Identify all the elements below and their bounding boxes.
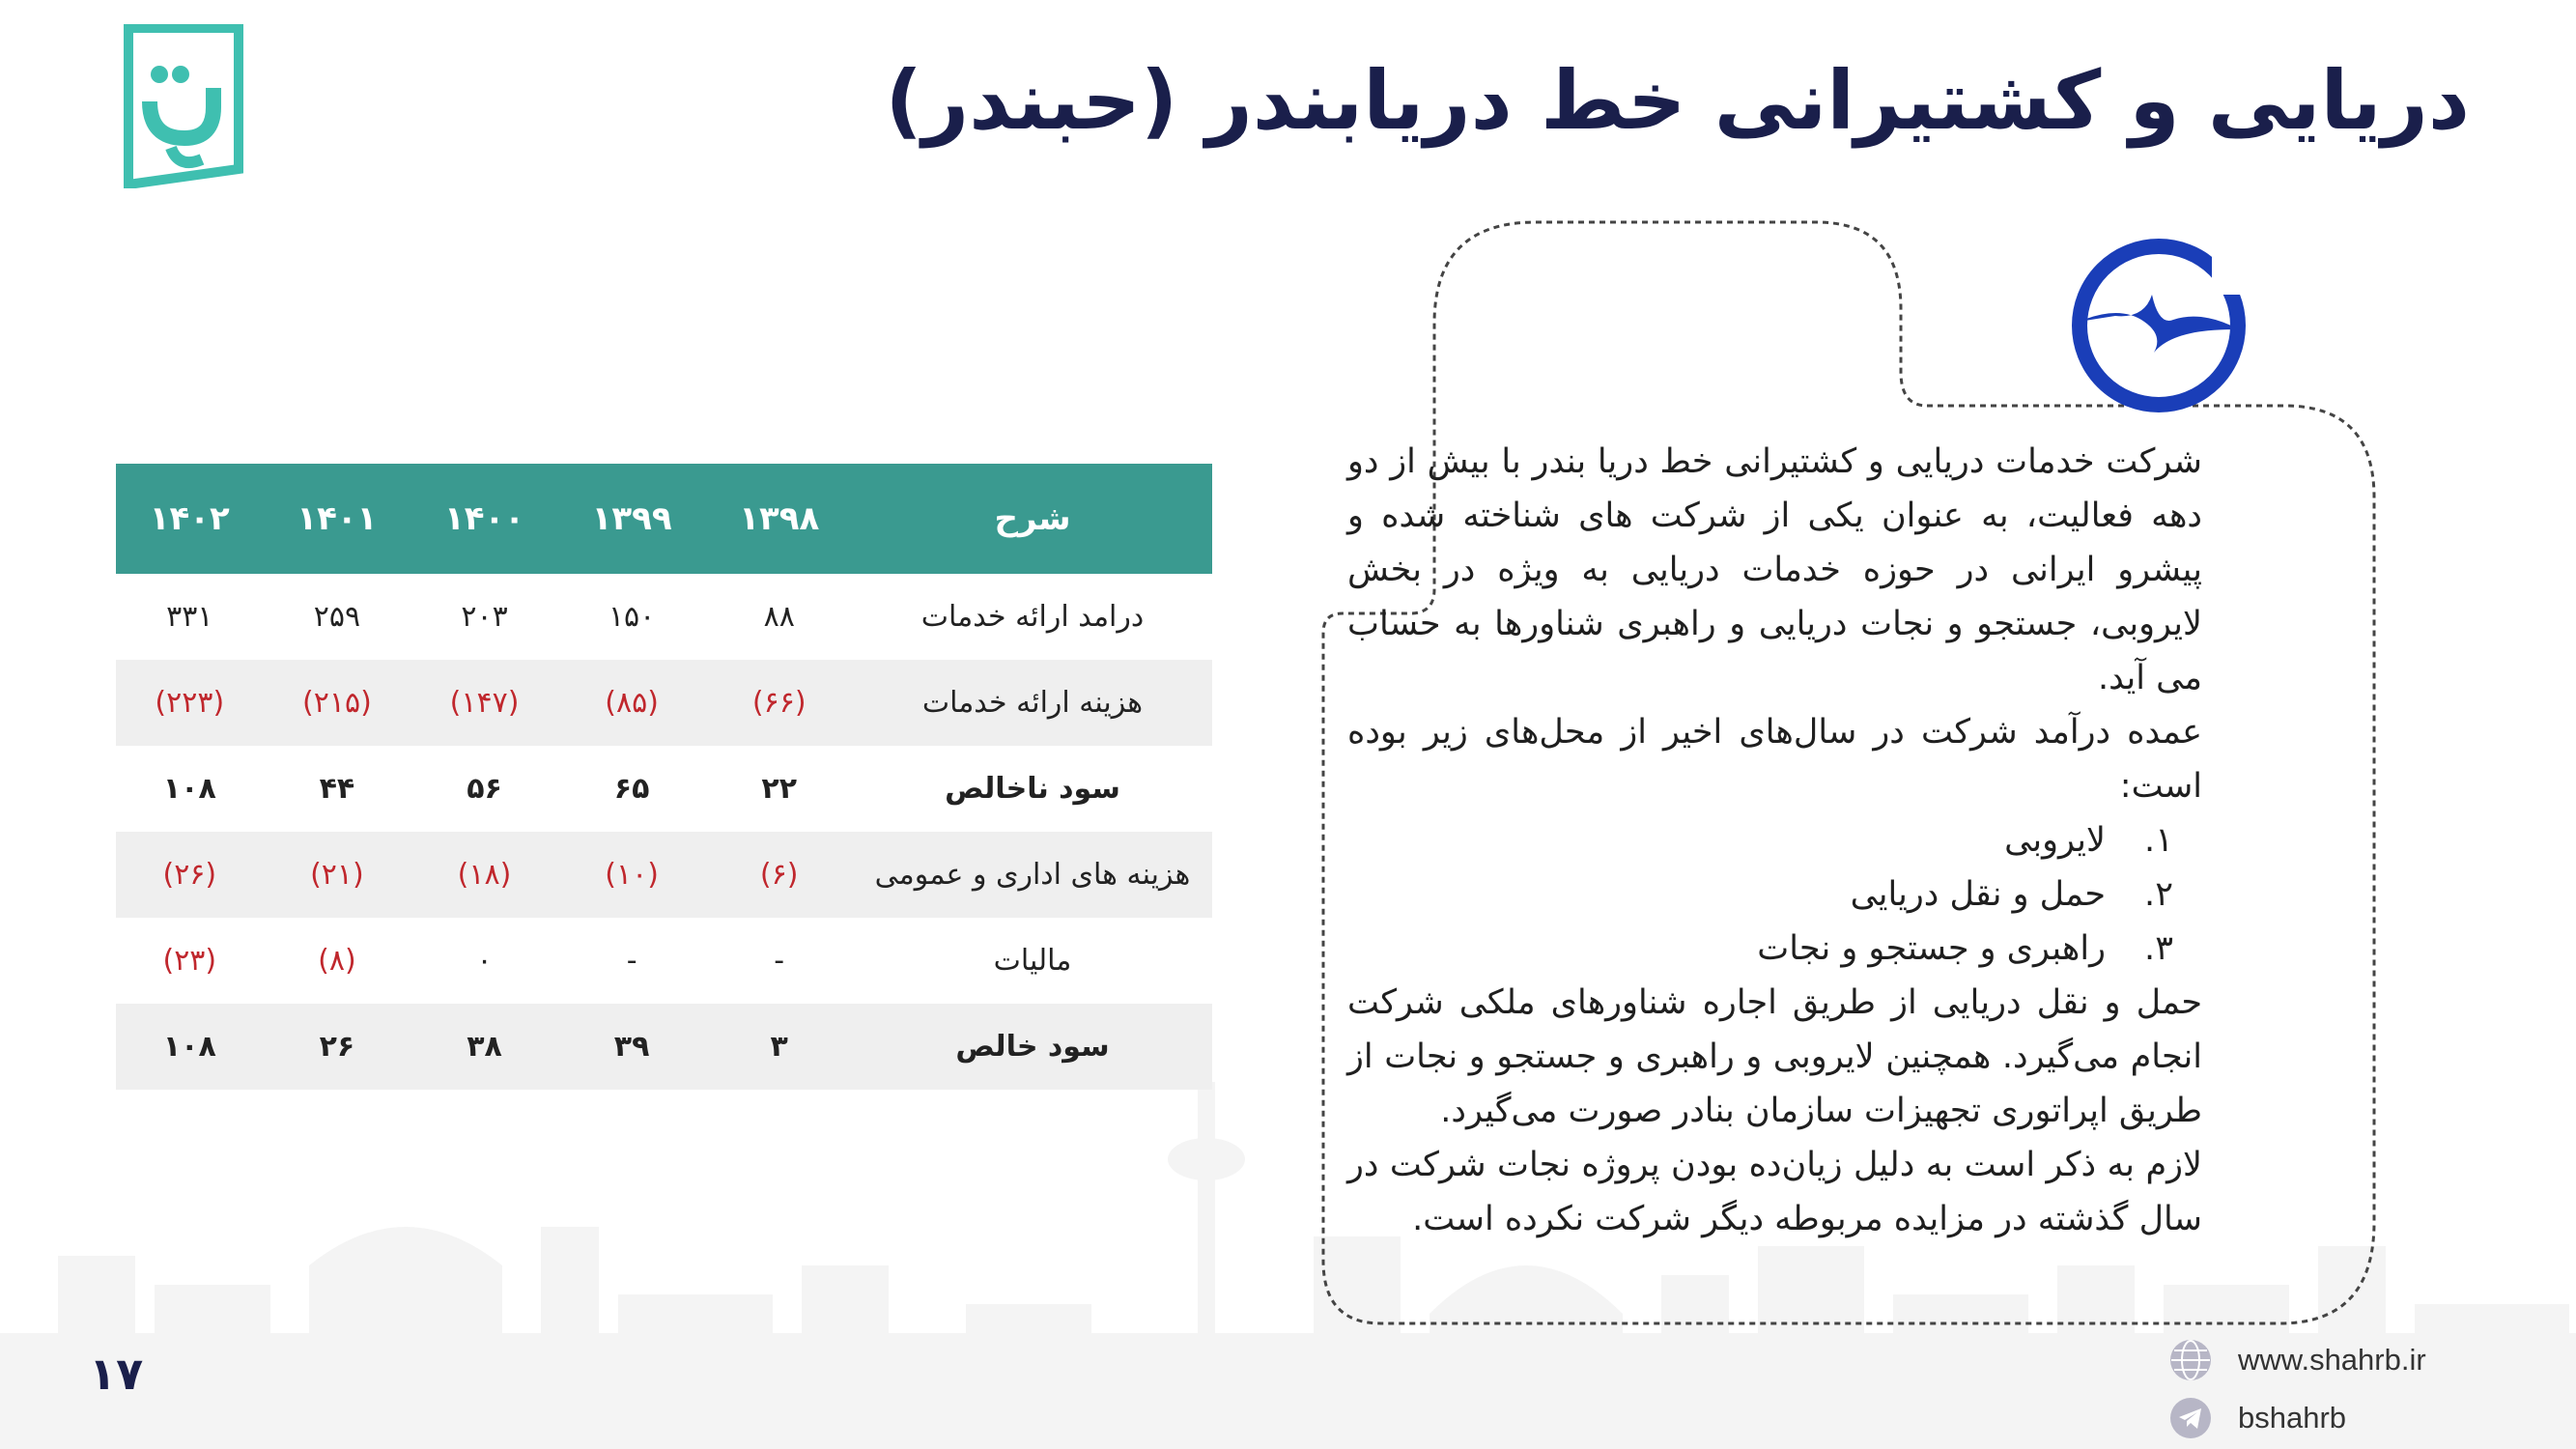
table-cell: ۲۰۳: [461, 600, 508, 634]
table-cell: -: [626, 944, 637, 978]
column-header: ۱۴۰۲: [116, 464, 264, 574]
note-paragraph: لازم به ذکر است به دلیل زیان‌ده بودن پروژه نجات شرکت در سال گذشته در مزایده مربوطه دیگر شرکت نکرده است.: [1347, 1146, 2202, 1238]
telegram-link[interactable]: [2168, 1396, 2346, 1440]
table-cell: ۲۵۹: [313, 600, 361, 634]
column-header: شرح: [853, 464, 1212, 574]
row-label: هزینه های اداری و عمومی: [853, 832, 1212, 918]
table-cell: ۳۸: [410, 1004, 558, 1090]
revenue-intro: عمده درآمد شرکت در سال‌های اخیر از محل‌های زیر بوده است:: [1347, 713, 2202, 806]
table-cell: ۸۸: [763, 600, 795, 634]
table-cell: ۲۲: [761, 772, 798, 806]
table-cell: ۰: [476, 944, 493, 978]
table-cell: ۱۰۸: [116, 1004, 264, 1090]
table-cell: -: [774, 944, 785, 978]
table-cell: (۸۵): [558, 660, 706, 746]
table-cell: (۱۴۷): [410, 660, 558, 746]
globe-icon: [2168, 1338, 2213, 1382]
table-cell: ۱۰۸: [162, 772, 216, 806]
list-item: [1347, 867, 2202, 922]
list-text: حمل و نقل دریایی: [1850, 875, 2106, 914]
table-cell: (۲۶): [116, 832, 264, 918]
list-item: [1347, 813, 2202, 867]
table-row: [116, 832, 1212, 918]
website-link[interactable]: [2168, 1338, 2426, 1382]
table-row: [116, 746, 1212, 832]
row-label: مالیات: [993, 944, 1072, 978]
table-cell: ۱۵۰: [608, 600, 656, 634]
table-row: [116, 660, 1212, 746]
table-cell: ۶۵: [613, 772, 650, 806]
table-cell: ۲۶: [264, 1004, 411, 1090]
table-cell: (۲۱): [264, 832, 411, 918]
column-header: ۱۳۹۸: [705, 464, 853, 574]
page-title: دریایی و کشتیرانی خط دریابندر (حبندر): [885, 53, 2470, 148]
row-label: درامد ارائه خدمات: [920, 600, 1145, 634]
table-header-row: [116, 464, 1212, 574]
row-label: سود خالص: [853, 1004, 1212, 1090]
table-cell: (۲۱۵): [264, 660, 411, 746]
table-cell: ۳۹: [558, 1004, 706, 1090]
list-text: راهبری و جستجو و نجات: [1757, 929, 2106, 968]
list-item: [1347, 922, 2202, 976]
table-row: [116, 1004, 1212, 1090]
website-text: www.shahrb.ir: [2238, 1343, 2426, 1377]
table-cell: (۲۳): [162, 944, 217, 978]
table-cell: (۱۸): [410, 832, 558, 918]
table-row: [116, 574, 1212, 660]
table-cell: (۸): [318, 944, 356, 978]
row-label: هزینه ارائه خدمات: [853, 660, 1212, 746]
list-number: ۲.: [2144, 875, 2173, 914]
table-cell: ۴۴: [319, 772, 355, 806]
table-cell: ۵۶: [467, 772, 502, 806]
revenue-sources-list: [1347, 813, 2202, 976]
table-cell: ۳۳۱: [166, 600, 213, 634]
table-cell: (۱۰): [558, 832, 706, 918]
table-cell: (۶۶): [705, 660, 853, 746]
table-cell: (۲۲۳): [116, 660, 264, 746]
row-label: سود ناخالص: [945, 772, 1120, 806]
column-header: ۱۳۹۹: [558, 464, 706, 574]
telegram-icon: [2168, 1396, 2213, 1440]
list-text: لایروبی: [2004, 821, 2106, 860]
financial-table: [116, 464, 1212, 1090]
intro-paragraph: شرکت خدمات دریایی و کشتیرانی خط دریا بندر با بیش از دو دهه فعالیت، به عنوان یکی از شرکت های شناخته شده و پیشرو ایرانی در حوزه خدمات دریایی به ویژه در بخش لایروبی، جستجو و نجات دریایی و راهبری شناورها به حساب می آید.: [1347, 442, 2202, 697]
telegram-text: bshahrb: [2238, 1401, 2347, 1435]
company-wave-logo-icon: [2067, 237, 2250, 415]
company-description: [1347, 435, 2202, 1246]
table-row: [116, 918, 1212, 1004]
list-number: ۳.: [2144, 929, 2173, 968]
shahrb-logo-icon: [121, 24, 246, 188]
page-number: ۱۷: [89, 1348, 144, 1400]
list-number: ۱.: [2144, 821, 2173, 860]
operations-paragraph: حمل و نقل دریایی از طریق اجاره شناورهای ملکی شرکت انجام می‌گیرد. همچنین لایروبی و راهبری و جستجو و نجات از طریق اپراتوری تجهیزات سازمان بنادر صورت می‌گیرد.: [1347, 983, 2202, 1130]
column-header: ۱۴۰۱: [264, 464, 411, 574]
table-cell: ۳: [705, 1004, 853, 1090]
table-cell: (۶): [705, 832, 853, 918]
column-header: ۱۴۰۰: [410, 464, 558, 574]
